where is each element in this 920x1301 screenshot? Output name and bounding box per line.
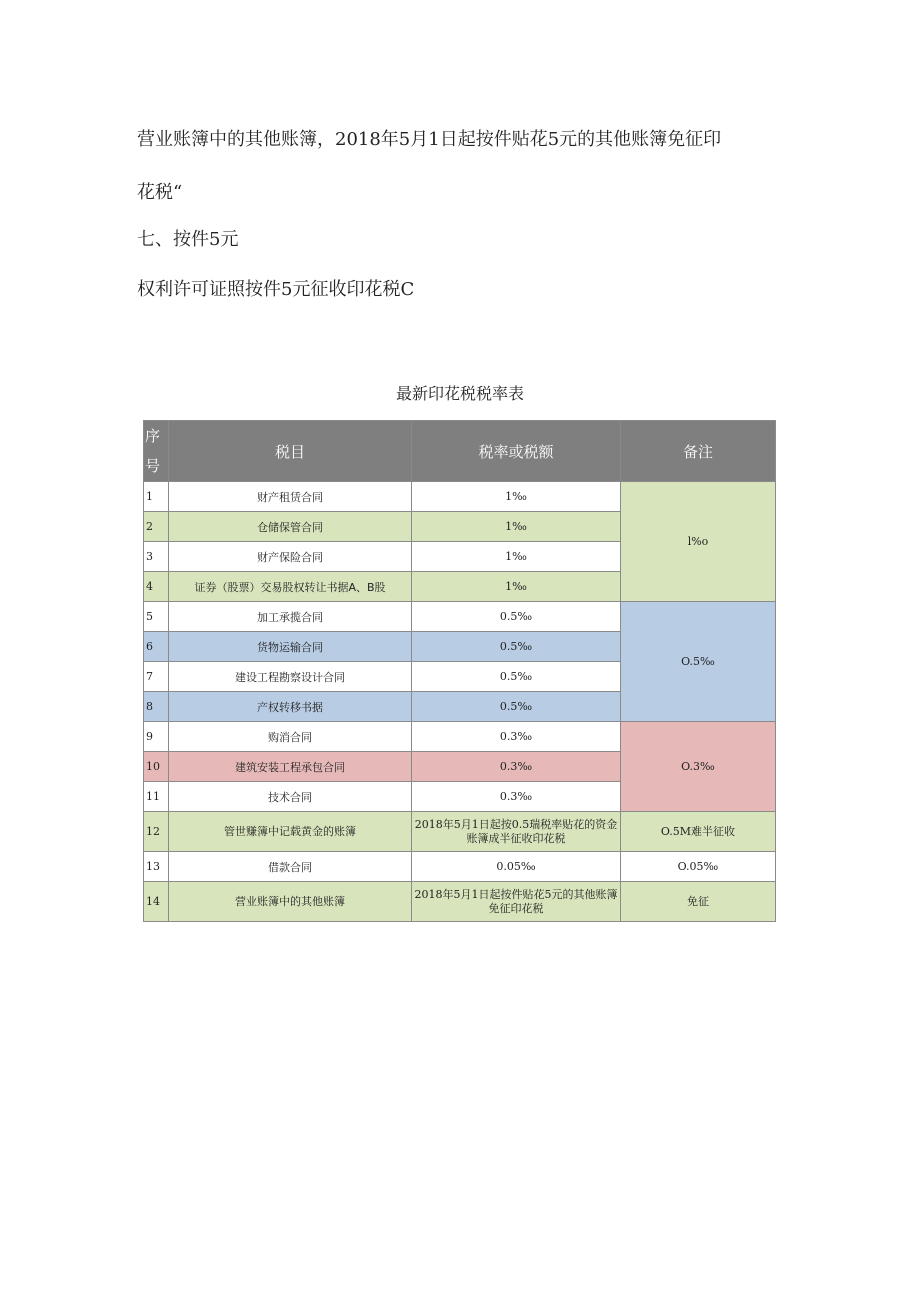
cell-item: 购消合同 xyxy=(169,722,412,752)
cell-seq: 14 xyxy=(144,882,169,922)
table-row xyxy=(144,852,776,882)
cell-item: 营业账簿中的其他账簿 xyxy=(169,882,412,922)
cell-item: 产权转移书据 xyxy=(169,692,412,722)
cell-seq: 7 xyxy=(144,662,169,692)
cell-seq: 3 xyxy=(144,542,169,572)
cell-note: O.5M难半征收 xyxy=(621,812,776,852)
cell-rate: 1‰ xyxy=(412,482,621,512)
table-row xyxy=(144,722,776,752)
cell-rate: 2018年5月1日起按0.5瑞税率贴花的资金账簿成半征收印花税 xyxy=(412,812,621,852)
table-row xyxy=(144,882,776,922)
cell-seq: 8 xyxy=(144,692,169,722)
table-row xyxy=(144,812,776,852)
cell-seq: 5 xyxy=(144,602,169,632)
cell-rate: 0.5‰ xyxy=(412,632,621,662)
cell-rate: 0.3‰ xyxy=(412,722,621,752)
cell-rate: 0.3‰ xyxy=(412,782,621,812)
cell-rate: 0.5‰ xyxy=(412,692,621,722)
cell-rate: 0.3‰ xyxy=(412,752,621,782)
cell-rate: 0.5‰ xyxy=(412,662,621,692)
table-row xyxy=(144,482,776,512)
cell-group-note-2: O.5‰ xyxy=(621,602,776,722)
cell-seq: 9 xyxy=(144,722,169,752)
cell-item: 技术合同 xyxy=(169,782,412,812)
table-row xyxy=(144,602,776,632)
cell-seq: 4 xyxy=(144,572,169,602)
paragraph-3: 七、按件5元 xyxy=(137,229,239,250)
cell-item: 建设工程勘察设计合同 xyxy=(169,662,412,692)
cell-rate: 1‰ xyxy=(412,572,621,602)
cell-item: 证券（股票）交易股权转让书据A、B股 xyxy=(169,572,412,602)
cell-rate: 0.5‰ xyxy=(412,602,621,632)
cell-item: 加工承揽合同 xyxy=(169,602,412,632)
cell-item: 建筑安装工程承包合同 xyxy=(169,752,412,782)
table-header-row xyxy=(144,421,776,482)
header-note: 备注 xyxy=(621,421,776,482)
cell-seq: 2 xyxy=(144,512,169,542)
table-title: 最新印花税税率表 xyxy=(395,384,524,403)
cell-seq: 13 xyxy=(144,852,169,882)
cell-note: 免征 xyxy=(621,882,776,922)
cell-seq: 11 xyxy=(144,782,169,812)
cell-item: 管世赚簿中记载黄金的账簿 xyxy=(169,812,412,852)
cell-rate: 2018年5月1日起按件贴花5元的其他账簿免征印花税 xyxy=(412,882,621,922)
paragraph-1: 营业账簿中的其他账簿，2018年5月1日起按件贴花5元的其他账簿免征印 xyxy=(137,129,722,150)
cell-rate: 1‰ xyxy=(412,542,621,572)
tax-rate-table xyxy=(143,420,776,922)
cell-group-note-3: O.3‰ xyxy=(621,722,776,812)
cell-item: 货物运输合同 xyxy=(169,632,412,662)
cell-rate: 1‰ xyxy=(412,512,621,542)
cell-group-note-1: l%o xyxy=(621,482,776,602)
cell-item: 仓储保管合同 xyxy=(169,512,412,542)
cell-item: 财产租赁合同 xyxy=(169,482,412,512)
cell-item: 借款合同 xyxy=(169,852,412,882)
cell-seq: 12 xyxy=(144,812,169,852)
cell-seq: 6 xyxy=(144,632,169,662)
cell-note: O.05‰ xyxy=(621,852,776,882)
cell-item: 财产保险合同 xyxy=(169,542,412,572)
cell-seq: 10 xyxy=(144,752,169,782)
paragraph-4: 权利许可证照按件5元征收印花税C xyxy=(137,279,415,300)
header-rate: 税率或税额 xyxy=(412,421,621,482)
header-seq: 序号 xyxy=(144,421,169,482)
cell-rate: 0.05‰ xyxy=(412,852,621,882)
header-item: 税目 xyxy=(169,421,412,482)
paragraph-2: 花税“ xyxy=(137,182,183,203)
cell-seq: 1 xyxy=(144,482,169,512)
